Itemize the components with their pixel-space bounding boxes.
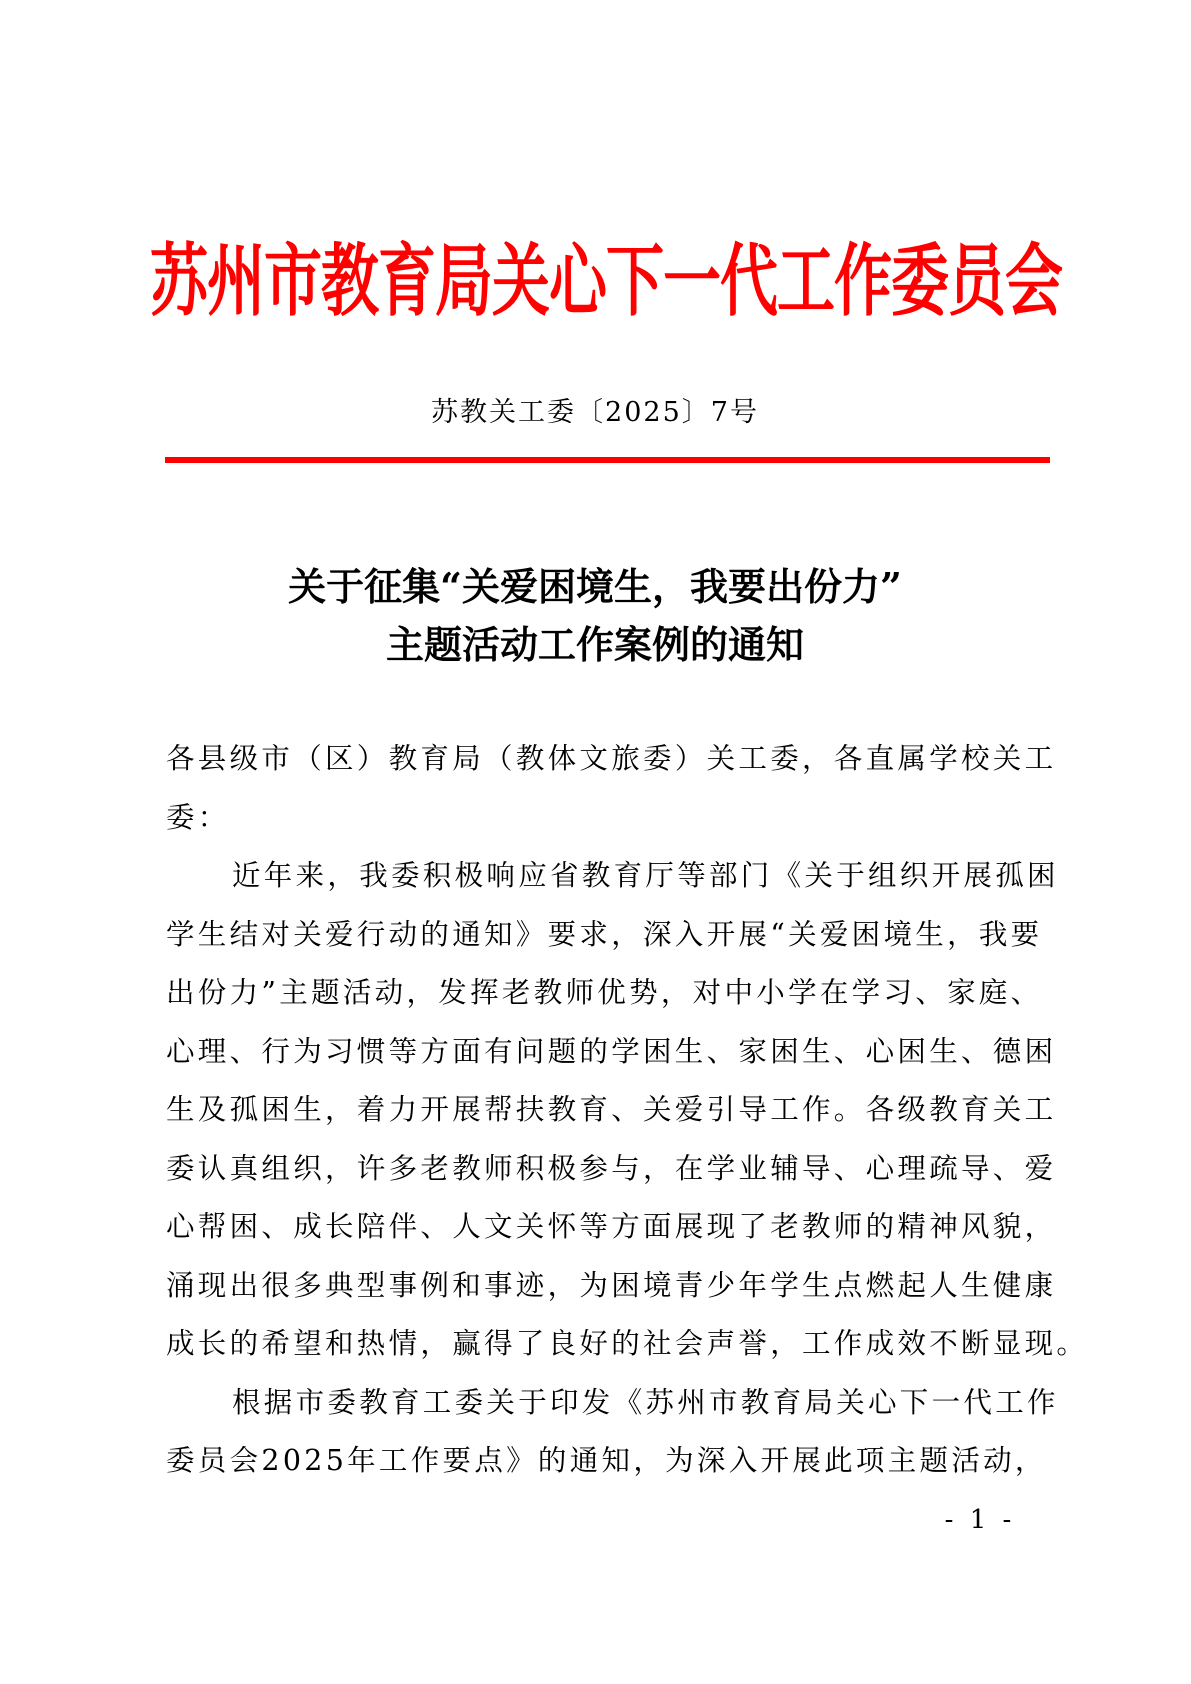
salutation-line-2: 委：: [166, 800, 230, 834]
paragraph-1-line-3: 出份力”主题活动，发挥老教师优势，对中小学在学习、家庭、: [166, 976, 1043, 1009]
paragraph-1-line-8: 涌现出很多典型事例和事迹，为困境青少年学生点燃起人生健康: [166, 1268, 1057, 1302]
paragraph-1-line-6: 委认真组织，许多老教师积极参与，在学业辅导、心理疏导、爱: [166, 1151, 1057, 1185]
issuing-organization-masthead: 苏州市教育局关心下一代工作委员会: [150, 234, 1063, 327]
paragraph-1-line-5: 生及孤困生，着力开展帮扶教育、关爱引导工作。各级教育关工: [166, 1093, 1057, 1126]
salutation-line-1: 各县级市（区）教育局（教体文旅委）关工委，各直属学校关工: [166, 742, 1057, 775]
paragraph-1-line-2: 学生结对关爱行动的通知》要求，深入开展“关爱困境生，我要: [166, 917, 1043, 951]
paragraph-1-line-9: 成长的希望和热情，赢得了良好的社会声誉，工作成效不断显现。: [166, 1327, 1089, 1360]
red-divider-rule: [165, 457, 1050, 463]
paragraph-2-line-1: 根据市委教育工委关于印发《苏州市教育局关心下一代工作: [232, 1385, 1059, 1419]
document-body: [166, 730, 1089, 1491]
page-number: - 1 -: [944, 1505, 1016, 1535]
document-number: 苏教关工委〔2025〕7号: [431, 397, 759, 428]
paragraph-2-line-2: 委员会2025年工作要点》的通知，为深入开展此项主题活动，: [166, 1444, 1047, 1477]
document-title: [150, 558, 1040, 674]
title-line-1: 关于征集“关爱困境生，我要出份力”: [288, 564, 902, 609]
title-line-2: 主题活动工作案例的通知: [385, 622, 804, 667]
paragraph-1-line-4: 心理、行为习惯等方面有问题的学困生、家困生、心困生、德困: [166, 1034, 1057, 1068]
paragraph-1-line-7: 心帮困、成长陪伴、人文关怀等方面展现了老教师的精神风貌，: [166, 1210, 1057, 1243]
paragraph-1-line-1: 近年来，我委积极响应省教育厅等部门《关于组织开展孤困: [232, 859, 1059, 892]
